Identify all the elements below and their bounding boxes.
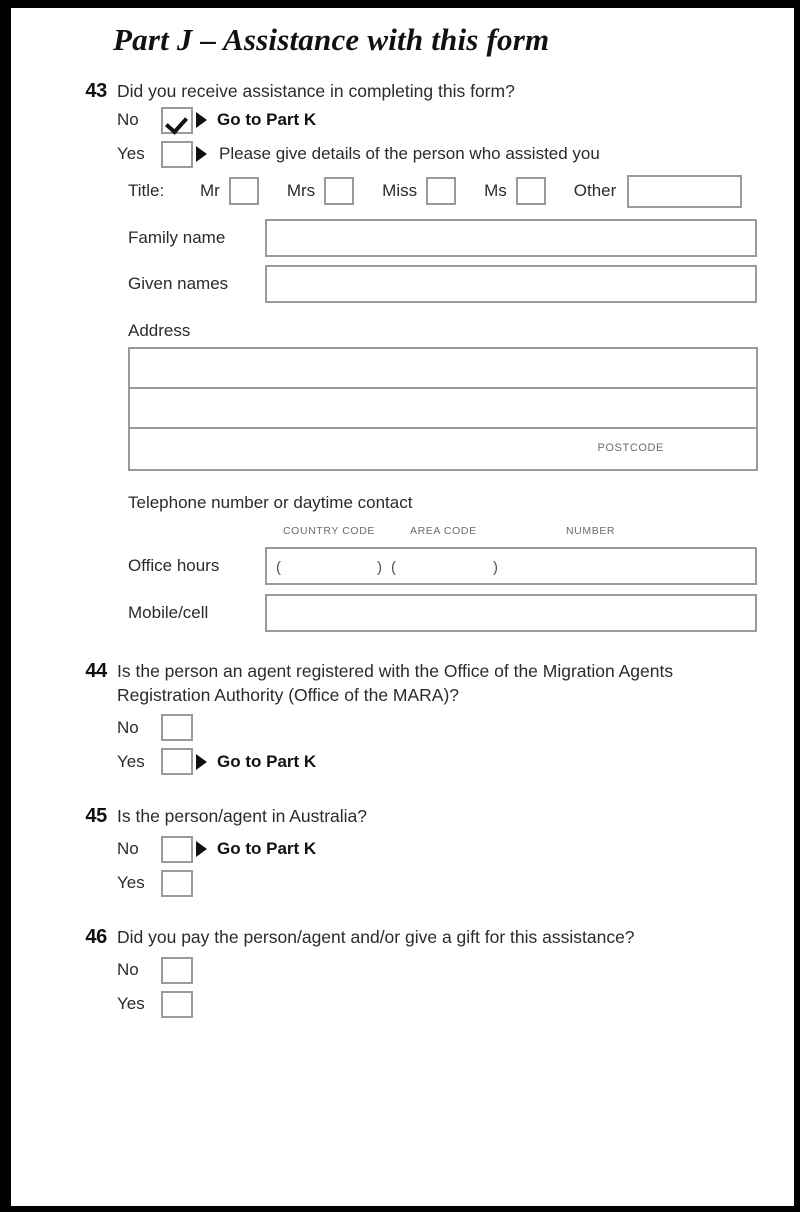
page-title: Part J – Assistance with this form <box>113 22 550 57</box>
question-45-option-no[interactable] <box>117 832 794 866</box>
checkbox-44-no[interactable] <box>161 714 193 741</box>
mobile-cell-input[interactable] <box>265 594 757 632</box>
family-name-row <box>11 219 794 257</box>
question-46-number: 46 <box>85 926 107 949</box>
option-label-no: No <box>117 960 139 980</box>
paren-close-country: ) <box>377 559 382 577</box>
question-45-text: Is the person/agent in Australia? <box>117 805 368 826</box>
option-label-yes: Yes <box>117 994 145 1014</box>
checkbox-46-yes[interactable] <box>161 991 193 1018</box>
checkbox-title-mr[interactable] <box>229 177 259 205</box>
question-46-option-yes[interactable] <box>117 987 794 1021</box>
given-names-input[interactable] <box>265 265 757 303</box>
option-label-no: No <box>117 839 139 859</box>
arrow-right-icon <box>196 112 207 128</box>
option-label-no: No <box>117 717 139 737</box>
arrow-right-icon <box>196 146 207 162</box>
telephone-column-headers <box>128 525 758 545</box>
option-label-yes: Yes <box>117 751 145 771</box>
title-option-miss[interactable] <box>382 177 456 205</box>
office-hours-row <box>11 547 794 585</box>
question-46-text: Did you pay the person/agent and/or give a gift for this assistance? <box>117 927 635 948</box>
title-selection-row <box>11 171 794 211</box>
postcode-label: POSTCODE <box>597 442 664 455</box>
question-43-text: Did you receive assistance in completing this form? <box>117 81 515 101</box>
title-option-mr[interactable] <box>200 177 259 205</box>
given-names-row <box>11 265 794 303</box>
question-45-option-yes[interactable] <box>117 866 794 900</box>
title-option-ms[interactable] <box>484 177 546 205</box>
address-label: Address <box>128 321 191 341</box>
given-names-label: Given names <box>128 274 229 294</box>
title-other-label: Other <box>573 181 617 201</box>
option-label-yes: Yes <box>117 144 145 164</box>
question-43-number: 43 <box>85 80 107 102</box>
title-option-mrs-label: Mrs <box>286 181 316 201</box>
mobile-cell-row <box>11 594 794 632</box>
office-hours-label: Office hours <box>128 556 220 576</box>
question-43-option-no[interactable] <box>117 103 794 137</box>
question-46-option-no[interactable] <box>117 953 794 987</box>
checkbox-44-yes[interactable] <box>161 748 193 775</box>
goto-part-k-label: Go to Part K <box>217 110 317 130</box>
title-option-miss-label: Miss <box>382 181 418 201</box>
country-code-header: COUNTRY CODE <box>283 525 375 538</box>
checkbox-title-mrs[interactable] <box>324 177 354 205</box>
page-sheet <box>11 8 794 1206</box>
area-code-header: AREA CODE <box>410 525 477 538</box>
address-box <box>128 347 758 471</box>
option-label-no: No <box>117 110 139 130</box>
question-46 <box>11 926 794 1021</box>
question-44-text: Is the person an agent registered with the Office of the Migration Agents Registration Authority (Office of the MARA)? <box>117 661 674 705</box>
title-option-mr-label: Mr <box>200 181 220 201</box>
address-line-1-input[interactable] <box>130 349 756 389</box>
number-header: NUMBER <box>566 525 616 538</box>
telephone-heading: Telephone number or daytime contact <box>128 493 413 513</box>
paren-open-country: ( <box>276 559 281 577</box>
address-line-2-input[interactable] <box>130 389 756 429</box>
arrow-right-icon <box>196 841 207 857</box>
goto-part-k-label: Go to Part K <box>217 751 317 771</box>
checkbox-43-yes[interactable] <box>161 141 193 168</box>
checkbox-title-miss[interactable] <box>426 177 456 205</box>
mobile-cell-label: Mobile/cell <box>128 603 209 623</box>
paren-close-area: ) <box>493 559 498 577</box>
title-lead-label: Title: <box>128 181 165 201</box>
paren-open-area: ( <box>391 559 396 577</box>
checkbox-45-no[interactable] <box>161 836 193 863</box>
goto-part-k-label: Go to Part K <box>217 839 317 859</box>
question-44-number: 44 <box>85 660 107 683</box>
arrow-right-icon <box>196 754 207 770</box>
title-other-input[interactable] <box>627 175 742 208</box>
question-44 <box>11 660 794 779</box>
question-45 <box>11 805 794 900</box>
address-line-3-input[interactable] <box>130 429 756 469</box>
question-45-number: 45 <box>85 804 107 827</box>
title-option-ms-label: Ms <box>484 181 507 201</box>
family-name-label: Family name <box>128 228 226 248</box>
yes-instruction-note: Please give details of the person who assisted you <box>219 144 600 164</box>
family-name-input[interactable] <box>265 219 757 257</box>
question-44-option-yes[interactable] <box>117 745 794 779</box>
title-option-mrs[interactable] <box>287 177 354 205</box>
question-43-option-yes[interactable] <box>117 137 794 171</box>
question-43 <box>11 80 794 171</box>
option-label-yes: Yes <box>117 873 145 893</box>
office-hours-input[interactable] <box>265 547 757 585</box>
checkbox-46-no[interactable] <box>161 957 193 984</box>
checkbox-45-yes[interactable] <box>161 870 193 897</box>
question-44-option-no[interactable] <box>117 711 794 745</box>
checkbox-title-ms[interactable] <box>516 177 546 205</box>
checkbox-43-no[interactable] <box>161 107 193 134</box>
